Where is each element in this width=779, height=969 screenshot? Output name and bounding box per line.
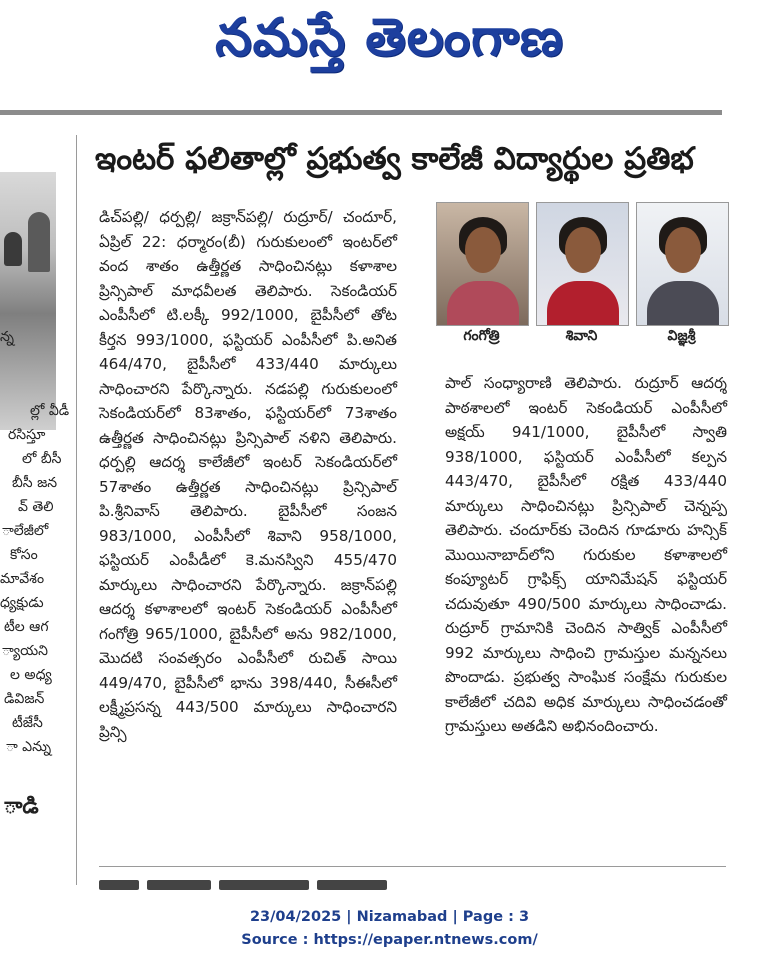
masthead (0, 0, 779, 110)
adjacent-text-fragment: ాలేజీలో (2, 523, 49, 539)
adjacent-text-fragment: ా ఎన్ను (6, 739, 52, 755)
student-photo (536, 202, 629, 326)
adjacent-text-fragment: వ్ తెలి (18, 499, 54, 515)
article-body-column-1 (99, 205, 397, 865)
adjacent-article-photo (0, 172, 56, 430)
photo-caption: విజ్ఞశ్రీ (667, 328, 696, 344)
page-footer (0, 906, 779, 952)
adjacent-text-fragment: మావేశం (0, 571, 45, 587)
student-photos (436, 202, 728, 362)
photo-caption: గంగోత్రి (463, 328, 500, 344)
adjacent-text-fragment: డివిజన్ (4, 691, 45, 707)
adjacent-text-fragment: ల్లో వీడీ (30, 403, 70, 419)
adjacent-text-fragment: టీజేసీ (12, 715, 43, 731)
adjacent-text-fragment: రసిస్తూ (8, 427, 46, 443)
adjacent-text-fragment: ్యాయని (2, 643, 48, 659)
adjacent-text-fragment: టీల ఆగ (4, 619, 49, 635)
edition-info: 23/04/2025 | Nizamabad | Page : 3 (249, 909, 530, 925)
photo-caption: శివాని (565, 328, 598, 344)
newspaper-logo: నమస్తే తెలంగాణ (215, 8, 564, 68)
article-headline: ఇంటర్ ఫలితాల్లో ప్రభుత్వ కాలేజీ విద్యార్థుల ప్రతిభ (95, 141, 694, 177)
adjacent-text-fragment: లో బీసీ (22, 451, 62, 467)
adjacent-article-strip (0, 118, 70, 898)
article-body-column-2 (445, 371, 727, 739)
column-divider (76, 135, 77, 885)
adjacent-text-fragment: కోసం (10, 547, 38, 563)
adjacent-text-fragment: బీసీ జన (12, 475, 58, 491)
student-photo (636, 202, 729, 326)
source-info: Source : https://epaper.ntnews.com/ (241, 932, 538, 948)
article-paragraph: పాల్ సంధ్యారాణి తెలిపారు. రుద్రూర్ ఆదర్శ పాఠశాలలో ఇంటర్ సెకండియర్ ఎంపీసీలో అక్షయ్ 941/1000, బైపీసీలో స్వాతి 938/1000, ఫస్టియర్ ఎంపీసీలో కల్పన 443/470, బైపీసీలో రక్షిత 433/440 మార్కులు సాధించినట్లు ప్రిన్సిపాల్ చెన్నప్ప తెలిపారు. చందూర్‌కు చెందిన గూడూరు హన్సిక్ మొయినాబాద్‌లోని గురుకుల కళాశాలలో కంప్యూటర్ గ్రాఫిక్స్ యానిమేషన్ ఫస్టియర్ చదువుతూ 490/500 మార్కులు సాధించాడు. రుద్రూర్ గ్రామానికి చెందిన సాత్విక్ ఎంపీసీలో 992 మార్కులు సాధించి గ్రామస్తుల మన్ననలు పొందాడు. ప్రభుత్వ సాంఘిక సంక్షేమ గురుకుల కాలేజీలో చదివి అధిక మార్కులు సాధించడంతో గ్రామస్తులు అతడిని అభినందించారు. (445, 374, 727, 735)
adjacent-text-fragment: న్న (0, 329, 14, 345)
next-article-cropped-headline (99, 875, 399, 885)
article-bottom-rule (99, 866, 726, 867)
article-paragraph: డిచ్‌పల్లి/ ధర్పల్లి/ జక్రాన్‌పల్లి/ రుద్రూర్/ చందూర్, ఏప్రిల్ 22: ధర్మారం(బీ) గురుకులంలో ఇంటర్‌లో వంద శాతం ఉత్తీర్ణత సాధించినట్లు కళాశాల ప్రిన్సిపాల్ మాధవీలత తెలిపారు. సెకండియర్ ఎంపీసీలో టి.లక్కీ 992/1000, బైపీసీలో తోట కీర్తన 993/1000, ఫస్టియర్ ఎంపీసీలో పి.అనిత 464/470, బైపీసీలో 433/440 మార్కులు సాధించారని పేర్కొన్నారు. నడపల్లి గురుకులంలో సెకండియర్‌లో 83శాతం, ఫస్టియర్‌లో 73శాతం ఉత్తీర్ణత సాధించినట్లు ప్రిన్సిపాల్ నళిని తెలిపారు. ధర్పల్లి ఆదర్శ కాలేజీలో ఇంటర్ సెకండియర్‌లో 57శాతం ఉత్తీర్ణత సాధించినట్లు ప్రిన్సిపాల్ పి.శ్రీనివాస్ తెలిపారు. బైపీసీలో సంజన 983/1000, ఎంపీసీలో శివాని 958/1000, ఫస్టియర్ ఎంపీడీలో కె.మనస్విని 455/470 మార్కులు సాధించారని పేర్కొన్నారు. జక్రాన్‌పల్లి ఆదర్శ కళాశాలలో ఇంటర్ సెకండియర్ ఎంపీసీలో గంగోత్రి 965/1000, బైపీసీలో అను 982/1000, మొదటి సంవత్సరం ఎంపీసీలో రుచిత్ సాయి 449/470, బైపీసీలో భాను 398/440, సీఈసీలో లక్ష్మీప్రసన్న 443/500 మార్కులు సాధించారని ప్రిన్సి (99, 208, 397, 741)
adjacent-text-fragment: ల అధ్య (10, 667, 52, 683)
adjacent-text-fragment: ధ్యక్షుడు (0, 595, 44, 611)
adjacent-headline-fragment: ాడి (4, 794, 39, 819)
masthead-rule (0, 110, 722, 115)
student-photo (436, 202, 529, 326)
